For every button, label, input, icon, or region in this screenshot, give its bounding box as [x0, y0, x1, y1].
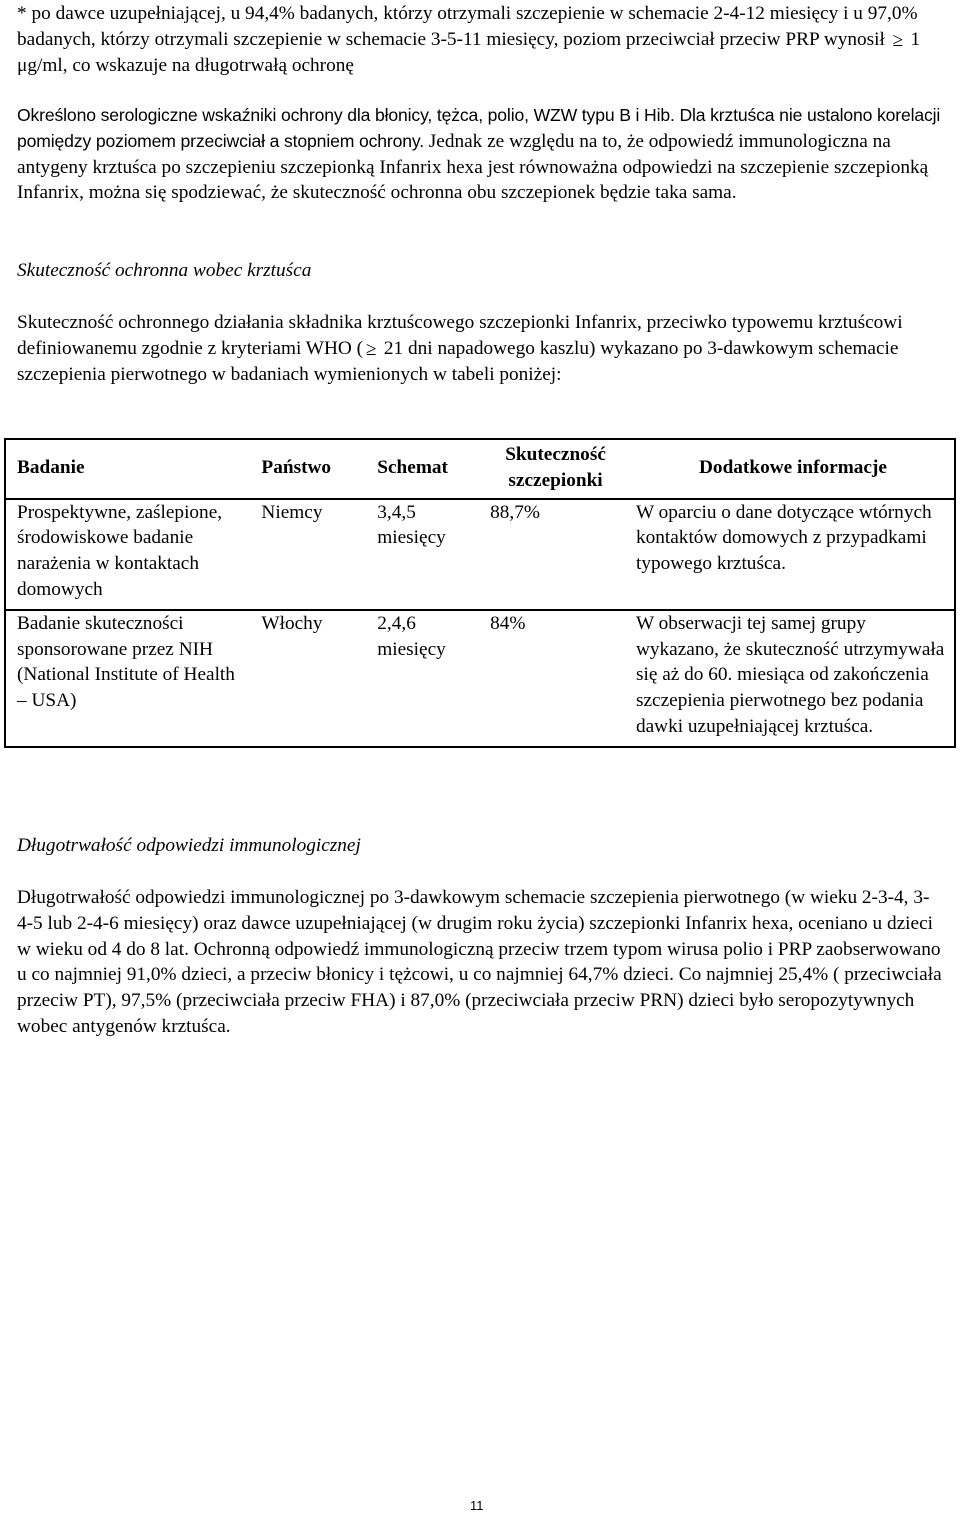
cell-schedule: 2,4,6 miesięcy — [366, 610, 479, 747]
cell-study: Prospektywne, zaślepione, środowiskowe badanie narażenia w kontaktach domowych — [5, 499, 250, 610]
cell-notes: W oparciu o dane dotyczące wtórnych kontaktów domowych z przypadkami typowego krztuśca. — [625, 499, 955, 610]
longterm-paragraph: Długotrwałość odpowiedzi immunologicznej po 3-dawkowym schemacie szczepienia pierwotnego (w wieku 2-3-4, 3-4-5 lub 2-4-6 miesięcy) oraz dawce uzupełniającej (w drugim roku życia) szczepionki Infanrix hexa, oceniano u dzieci w wieku od 4 do 8 lat. Ochronną odpowiedź immunologiczną przeciw trzem typom wirusa polio i PRP zaobserwowano u co najmniej 91,0% dzieci, a przeciw błonicy i tężcowi, u co najmniej 64,7% dzieci. Co najmniej 25,4% ( przeciwciała przeciw PT), 97,5% (przeciwciała przeciw FHA) i 87,0% (przeciwciała przeciw PRN) dzieci było seropozytywnych wobec antygenów krztuśca. — [17, 887, 942, 1037]
correlates-sans-text: Określono serologiczne wskaźniki ochrony dla błonicy, tężca, polio, WZW typu B i Hib. Dla krztuśca nie ustalono korelacji pomiędzy poziomem przeciwciał a stopniem ochrony. — [17, 105, 941, 151]
cell-notes: W obserwacji tej samej grupy wykazano, że skuteczność utrzymywała się aż do 60. miesiąca od zakończenia szczepienia pierwotnego bez podania dawki uzupełniającej krztuśca. — [625, 610, 955, 747]
greater-or-equal-symbol: ≥ — [892, 29, 904, 51]
footnote-text-a: * po dawce uzupełniającej, u 94,4% badanych, którzy otrzymali szczepienie w schemacie 2-4-12 miesięcy i u 97,0% badanych, którzy otrzymali szczepienie w schemacie 3-5-11 miesięcy, poziom przeciwciał przeciw PRP wynosił — [17, 3, 918, 50]
efficacy-intro-paragraph — [17, 310, 942, 387]
longterm-section-heading: Długotrwałość odpowiedzi immunologicznej — [17, 835, 361, 856]
correlates-serif-text: Jednak ze względu na to, że odpowiedź immunologiczna na antygeny krztuśca po szczepieniu szczepionką Infanrix hexa jest równoważna odpowiedzi na szczepienie szczepionką Infanrix, można się spodziewać, że skuteczność ochronna obu szczepionek będzie taka sama. — [17, 130, 929, 204]
footnote-paragraph — [17, 1, 942, 78]
cell-study: Badanie skuteczności sponsorowane przez NIH (National Institute of Health – USA) — [5, 610, 250, 747]
header-notes: Dodatkowe informacje — [625, 439, 955, 499]
header-country: Państwo — [250, 439, 366, 499]
page-number: 11 — [470, 1498, 484, 1513]
efficacy-intro-text-a: Skuteczność ochronnego działania składnika krztuścowego szczepionki Infanrix, przeciwko typowemu krztuścowi definiowanemu zgodnie z kryteriami WHO ( — [17, 312, 903, 359]
efficacy-section-heading: Skuteczność ochronna wobec krztuśca — [17, 260, 312, 281]
efficacy-intro-text-b: 21 dni napadowego kaszlu) wykazano po 3-dawkowym schemacie szczepienia pierwotnego w badaniach wymienionych w tabeli poniżej: — [17, 337, 899, 385]
header-study: Badanie — [5, 439, 250, 499]
cell-efficacy: 88,7% — [479, 499, 625, 610]
cell-schedule: 3,4,5 miesięcy — [366, 499, 479, 610]
table-header-row — [5, 439, 955, 499]
greater-or-equal-symbol: ≥ — [365, 338, 377, 360]
table-row — [5, 499, 955, 610]
efficacy-table-container — [4, 438, 956, 748]
cell-country: Niemcy — [250, 499, 366, 610]
header-efficacy: Skuteczność szczepionki — [479, 439, 625, 499]
efficacy-table — [4, 438, 956, 748]
header-schedule: Schemat — [366, 439, 479, 499]
cell-efficacy: 84% — [479, 610, 625, 747]
cell-country: Włochy — [250, 610, 366, 747]
correlates-paragraph — [17, 103, 942, 206]
table-row — [5, 610, 955, 747]
footnote-text-b: 1 μg/ml, co wskazuje na długotrwałą ochronę — [17, 28, 921, 76]
